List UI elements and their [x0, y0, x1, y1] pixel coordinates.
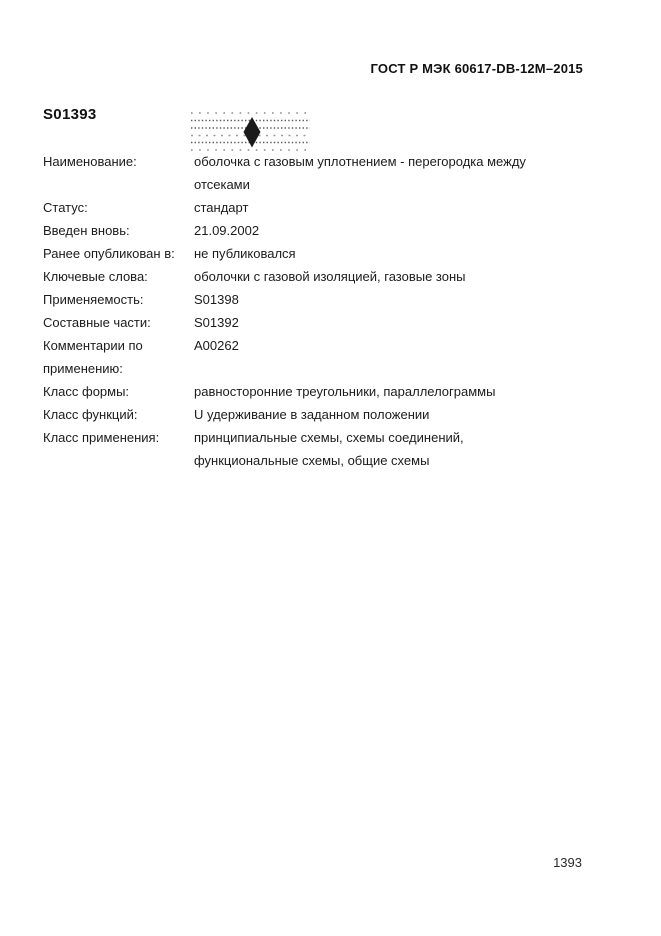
field-value: равносторонние треугольники, параллелограммы	[194, 384, 496, 399]
field-label: Ранее опубликован в:	[43, 246, 175, 261]
field-label: Составные части:	[43, 315, 151, 330]
field-label: Класс функций:	[43, 407, 138, 422]
field-value: S01398	[194, 292, 239, 307]
field-row	[43, 311, 583, 334]
field-row	[43, 426, 583, 472]
field-row	[43, 150, 583, 196]
field-label: Комментарии по применению:	[43, 338, 143, 376]
field-row	[43, 288, 583, 311]
fields-table	[43, 150, 583, 472]
field-row	[43, 196, 583, 219]
field-value: 21.09.2002	[194, 223, 260, 238]
field-row	[43, 334, 583, 380]
field-label: Введен вновь:	[43, 223, 130, 238]
document-title: ГОСТ Р МЭК 60617-DB-12M–2015	[370, 61, 583, 76]
field-value: S01392	[194, 315, 239, 330]
field-row	[43, 403, 583, 426]
field-label: Применяемость:	[43, 292, 144, 307]
field-value: A00262	[194, 338, 239, 353]
field-row	[43, 219, 583, 242]
field-row	[43, 242, 583, 265]
page-number: 1393	[553, 855, 582, 870]
field-row	[43, 380, 583, 403]
field-label: Ключевые слова:	[43, 269, 148, 284]
field-value: оболочка с газовым уплотнением - перегородка между отсеками	[194, 154, 526, 192]
field-value: стандарт	[194, 200, 249, 215]
field-value: не публиковался	[194, 246, 296, 261]
field-row	[43, 265, 583, 288]
field-label: Наименование:	[43, 154, 137, 169]
field-label: Класс формы:	[43, 384, 130, 399]
field-value: U удерживание в заданном положении	[194, 407, 430, 422]
field-value: оболочки с газовой изоляцией, газовые зоны	[194, 269, 466, 284]
field-value: принципиальные схемы, схемы соединений, функциональные схемы, общие схемы	[194, 430, 464, 468]
gas-sealed-partition-symbol-icon	[190, 108, 311, 153]
field-label: Класс применения:	[43, 430, 160, 445]
field-label: Статус:	[43, 200, 88, 215]
symbol-id: S01393	[43, 106, 97, 123]
